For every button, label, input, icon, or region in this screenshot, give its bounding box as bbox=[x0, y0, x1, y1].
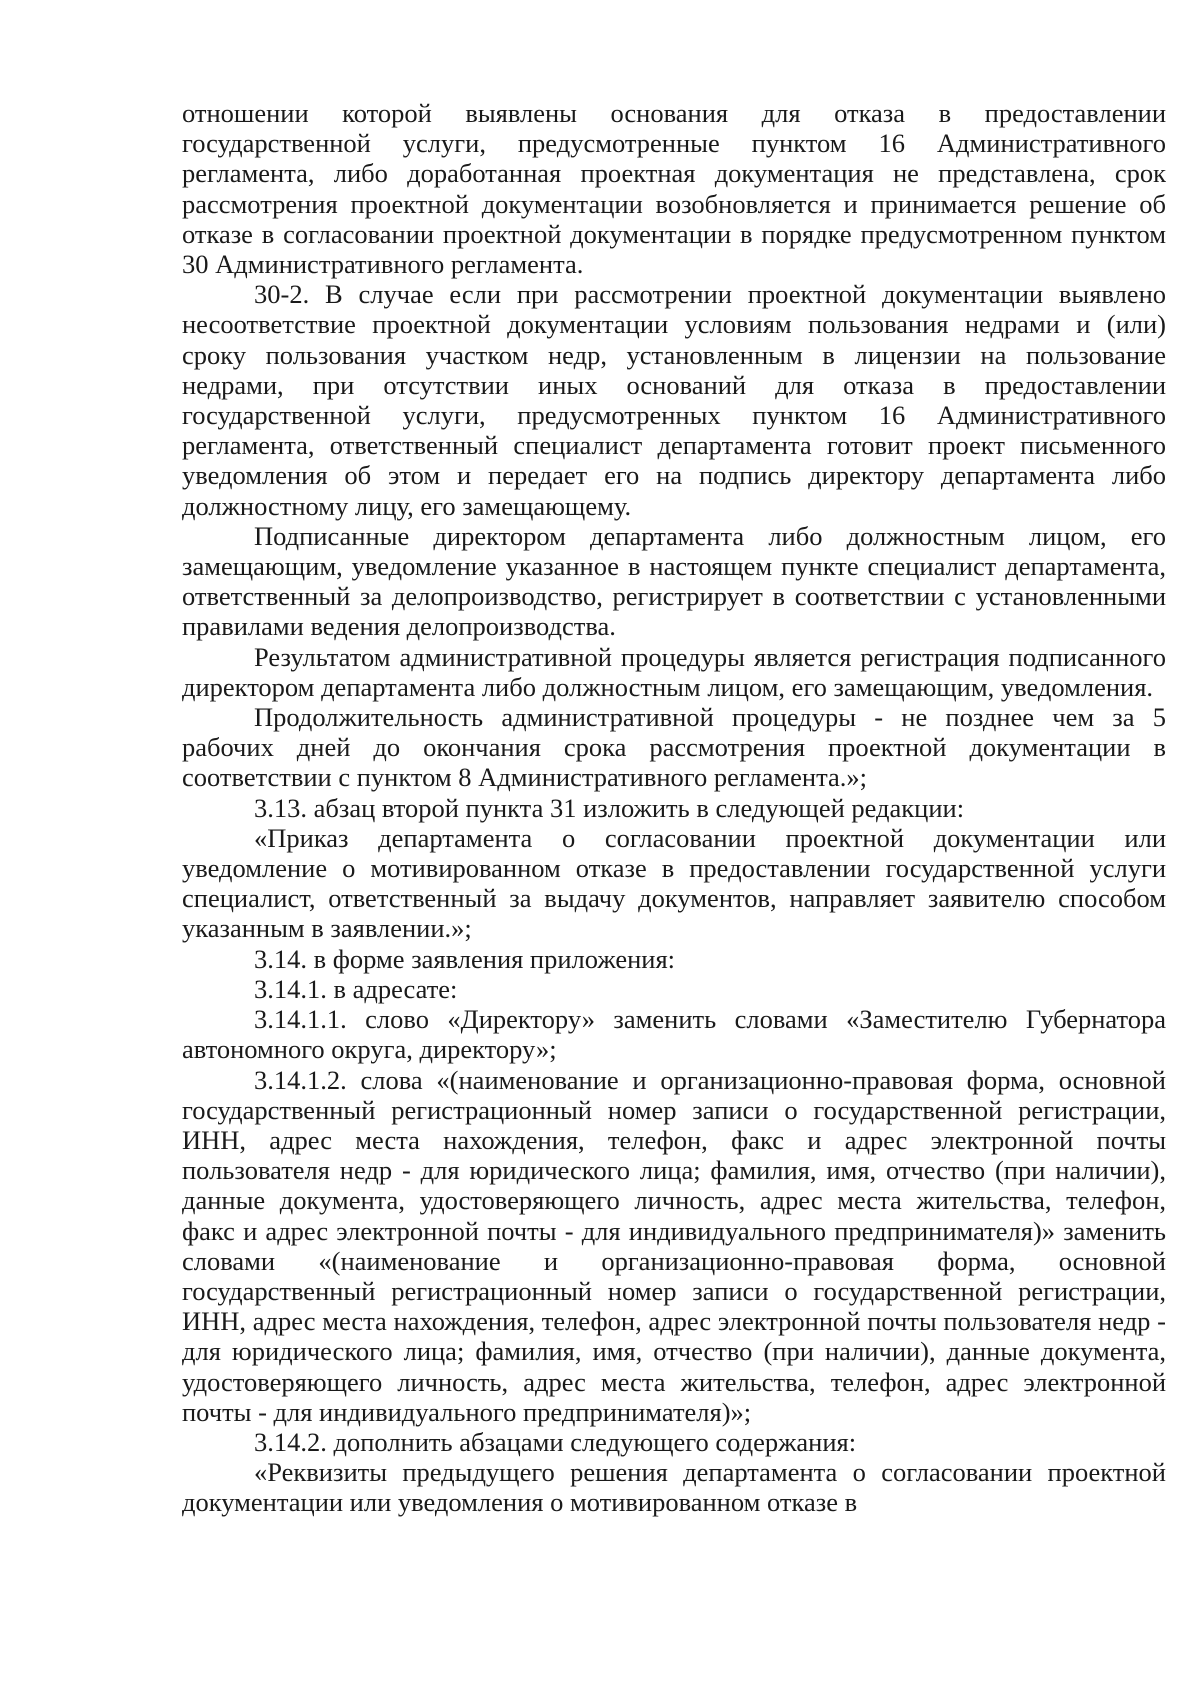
paragraph-3-14: 3.14. в форме заявления приложения: bbox=[254, 943, 675, 974]
paragraph-signed-notice: Подписанные директором департамента либо должностным лицом, его замещающим, уведомление указанное в настоящем пункте специалист департамента, ответственный за делопроизводство, регистрирует в соответствии с установленными правилами ведения делопроизводства. bbox=[182, 520, 1166, 642]
paragraph-3-14-2: 3.14.2. дополнить абзацами следующего содержания: bbox=[254, 1426, 857, 1457]
paragraph-3-14-1-2: 3.14.1.2. слова «(наименование и организационно-правовая форма, основной государственный регистрационный номер записи о государственной регистрации, ИНН, адрес места нахождения, телефон, факс и адрес электронной почты пользователя недр - для юридического лица; фамилия, имя, отчество (при наличии), данные документа, удостоверяющего личность, адрес места жительства, телефон, факс и адрес электронной почты - для индивидуального предпринимателя)» заменить словами «(наименование и организационно-правовая форма, основной государственный регистрационный номер записи о государственной регистрации, ИНН, адрес места нахождения, телефон, адрес электронной почты пользователя недр - для юридического лица; фамилия, имя, отчество (при наличии), данные документа, удостоверяющего личность, адрес места жительства, телефон, адрес электронной почты - для индивидуального предпринимателя)»; bbox=[182, 1064, 1166, 1427]
paragraph-duration: Продолжительность административной процедуры - не позднее чем за 5 рабочих дней до окончания срока рассмотрения проектной документации в соответствии с пунктом 8 Административного регламента.»; bbox=[182, 702, 1166, 793]
paragraph-order-quote: «Приказ департамента о согласовании проектной документации или уведомление о мотивированном отказе в предоставлении государственной услуги специалист, ответственный за выдачу документов, направляет заявителю способом указанным в заявлении.»; bbox=[182, 822, 1166, 944]
paragraph-30-2: 30-2. В случае если при рассмотрении проектной документации выявлено несоответствие проектной документации условиям пользования недрами и (или) сроку пользования участком недр, установленным в лицензии на пользование недрами, при отсутствии иных оснований для отказа в предоставлении государственной услуги, предусмотренных пунктом 16 Административного регламента, ответственный специалист департамента готовит проект письменного уведомления об этом и передает его на подпись директору департамента либо должностному лицу, его замещающему. bbox=[182, 279, 1166, 521]
paragraph-continuation: отношении которой выявлены основания для отказа в предоставлении государственной услуги, предусмотренные пунктом 16 Административного регламента, либо доработанная проектная документация не представлена, срок рассмотрения проектной документации возобновляется и принимается решение об отказе в согласовании проектной документации в порядке предусмотренном пунктом 30 Административного регламента. bbox=[182, 98, 1166, 280]
paragraph-requisites: «Реквизиты предыдущего решения департамента о согласовании проектной документации или уведомления о мотивированном отказе в bbox=[182, 1457, 1166, 1518]
paragraph-3-14-1-1: 3.14.1.1. слово «Директору» заменить словами «Заместителю Губернатора автономного округа, директору»; bbox=[182, 1004, 1166, 1065]
paragraph-3-14-1: 3.14.1. в адресате: bbox=[254, 973, 458, 1004]
document-body bbox=[182, 98, 1166, 1518]
paragraph-result: Результатом административной процедуры является регистрация подписанного директором департамента либо должностным лицом, его замещающим, уведомления. bbox=[182, 641, 1166, 702]
paragraph-3-13: 3.13. абзац второй пункта 31 изложить в следующей редакции: bbox=[254, 792, 965, 823]
